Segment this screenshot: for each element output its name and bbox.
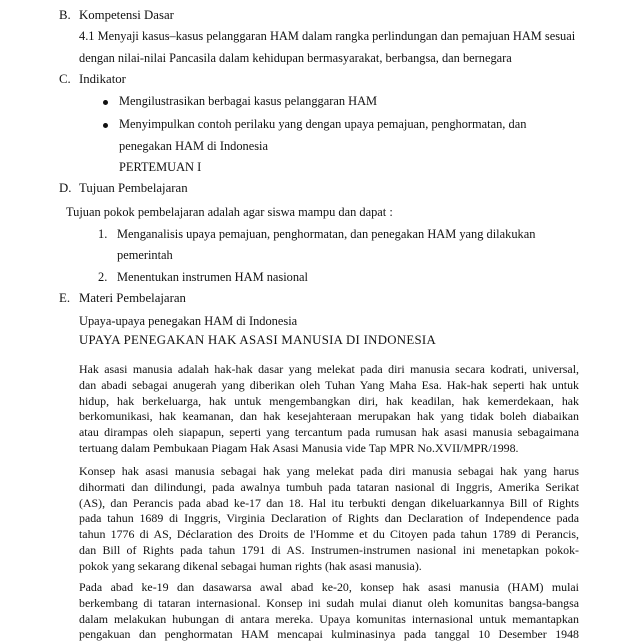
section-e-title: Materi Pembelajaran xyxy=(79,291,186,305)
objective-1-line2: pemerintah xyxy=(117,248,173,262)
section-d-title: Tujuan Pembelajaran xyxy=(79,181,188,195)
material-subtitle: Upaya-upaya penegakan HAM di Indonesia xyxy=(79,314,298,328)
paragraph-line: berkembang di tataran internasional. Konsep ini sudah mulai dianut oleh komunitas bangsa-bangsa xyxy=(79,595,579,610)
paragraph-line: Konsep hak asasi manusia sebagai hak yang melekat pada diri manusia sebagai hak yang harus xyxy=(79,464,579,478)
kd-text-line2: dengan nilai-nilai Pancasila dalam kehidupan bermasyarakat, berbangsa, dan bernegara xyxy=(79,51,512,65)
paragraph-3 xyxy=(79,580,579,643)
paragraph-1 xyxy=(79,362,579,457)
paragraph-2 xyxy=(79,464,579,575)
section-c-title: Indikator xyxy=(79,72,126,86)
meeting-label: PERTEMUAN I xyxy=(119,160,202,174)
bullet-icon xyxy=(103,123,108,128)
paragraph-line: berkomunikasi, hak keamanan, dan hak kesejahteraan merupakan hak yang tidak boleh diabaikan xyxy=(79,409,579,424)
indicator-item-2-line2: penegakan HAM di Indonesia xyxy=(119,139,268,153)
material-heading: UPAYA PENEGAKAN HAK ASASI MANUSIA DI INDONESIA xyxy=(79,333,436,347)
objective-intro: Tujuan pokok pembelajaran adalah agar siswa mampu dan dapat : xyxy=(66,205,393,219)
objective-1-number: 1. xyxy=(98,227,108,241)
paragraph-line: pengakuan dan penghormatan HAM mencapai kulminasinya pada tanggal 10 Desember 1948 xyxy=(79,627,579,642)
paragraph-line: atau dirampas oleh siapapun, seperti yang tercantum pada rumusan hak asasi manusia sebagaimana xyxy=(79,425,579,440)
objective-2-number: 2. xyxy=(98,270,108,284)
objective-2: Menentukan instrumen HAM nasional xyxy=(117,270,308,284)
paragraph-line: dihormati dan dilindungi, pada awalnya tumbuh pada tataran nasional di Inggris, Amerika Serikat xyxy=(79,479,579,494)
paragraph-line: pada tahun 1689 di Inggris, Virginia Declaration of Rights dan Declaration of Independence pada xyxy=(79,511,579,526)
section-c-label: C. xyxy=(59,72,71,86)
section-b-label: B. xyxy=(59,8,71,22)
section-d-label: D. xyxy=(59,181,72,195)
paragraph-line: (AS), dan Perancis pada abad ke-17 dan 18. Hal itu terbukti dengan dikeluarkannya Bill of Rights xyxy=(79,495,579,510)
paragraph-line: dan Bill of Rights pada tahun 1791 di AS. Instrumen-instrumen nasional ini menetapkan pokok- xyxy=(79,542,579,557)
paragraph-line: tahun 1776 di AS, Déclaration des Droits de l'Homme et du Citoyen pada tahun 1789 di Perancis, xyxy=(79,527,579,542)
objective-1-line1: Menganalisis upaya pemajuan, penghormatan, dan penegakan HAM yang dilakukan xyxy=(117,227,536,241)
paragraph-line: pokok yang sekarang dikenal sebagai human rights (hak asasi manusia). xyxy=(79,558,422,573)
indicator-item-1: Mengilustrasikan berbagai kasus pelanggaran HAM xyxy=(119,94,378,108)
indicator-item-2-line1: Menyimpulkan contoh perilaku yang dengan upaya pemajuan, penghormatan, dan xyxy=(119,117,527,131)
paragraph-line: hidup, hak berkeluarga, hak untuk mengembangkan diri, hak keadilan, hak kemerdekaan, hak xyxy=(79,393,579,408)
paragraph-line: dalam melakukan hubungan di antara mereka. Upaya komunitas internasional untuk memantapkan xyxy=(79,611,579,626)
paragraph-line: dan abadi sebagai anugerah yang diberikan oleh Tuhan Yang Maha Esa. Hak-hak seperti hak untuk xyxy=(79,377,579,392)
paragraph-line: Hak asasi manusia adalah hak-hak dasar yang melekat pada diri manusia secara kodrati, universal, xyxy=(79,362,579,376)
bullet-icon xyxy=(103,100,108,105)
paragraph-line: tertuang dalam Pembukaan Piagam Hak Asasi Manusia vide Tap MPR No.XVII/MPR/1998. xyxy=(79,440,519,455)
paragraph-line: Pada abad ke-19 dan dasawarsa awal abad ke-20, konsep hak asasi manusia (HAM) mulai xyxy=(79,580,579,594)
section-e-label: E. xyxy=(59,291,71,305)
section-b-title: Kompetensi Dasar xyxy=(79,8,174,22)
kd-text-line1: 4.1 Menyaji kasus–kasus pelanggaran HAM dalam rangka perlindungan dan pemajuan HAM sesuai xyxy=(79,29,576,43)
